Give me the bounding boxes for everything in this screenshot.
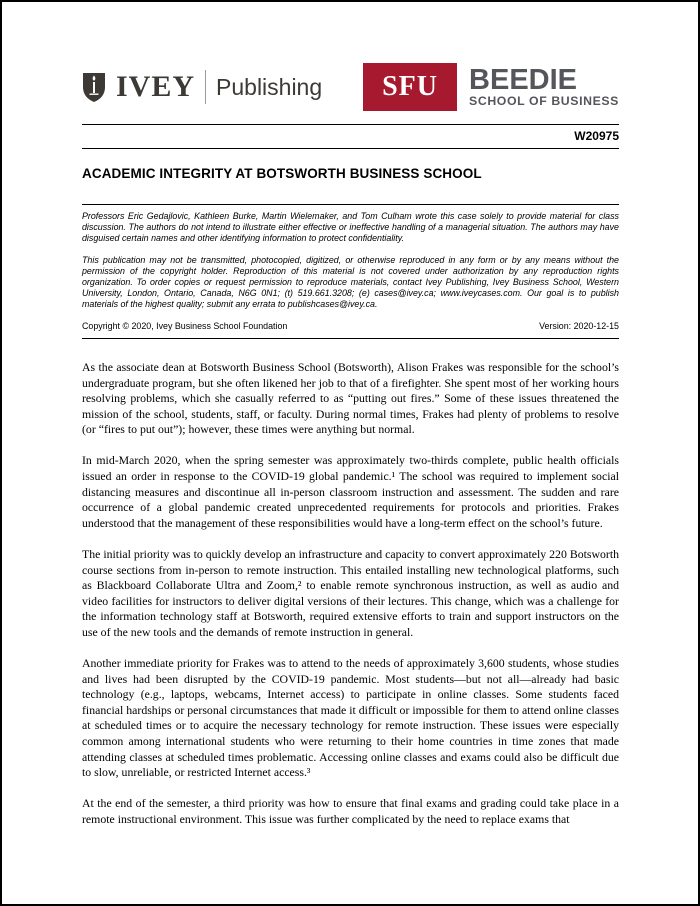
body-paragraph: In mid-March 2020, when the spring semester was approximately two-thirds complete, public health officials issued an order in response to the COVID-19 global pandemic.¹ The school was required to implement social distancing measures and discontinue all in-person classroom instruction and assessment. The sudden and rare occurrence of a global pandemic created unprecedented requirements for protocols and priorities. Frakes understood that the management of these responsibilities would have a long-term effect on the school’s future. [82,453,619,530]
logo-divider [205,70,206,104]
body-paragraph: Another immediate priority for Frakes was to attend to the needs of approximately 3,600 students, whose studies and lives had been disrupted by the COVID-19 pandemic. Most students—but not all—already had basic technology (e.g., laptops, webcams, Internet access) to participate in online classes. Some students faced financial hardships or personal circumstances that made it difficult or impossible for them to attend online classes at scheduled times or to acquire the necessary technology for remote instruction. These issues were especially common among international students who were returning to their home countries in time zones that made attending classes at scheduled times problematic. Accessing online classes and exams could also be difficult due to slow, unreliable, or restricted Internet access.³ [82,656,619,780]
sfu-beedie-logo [363,63,619,111]
disclaimer-paragraph-2: This publication may not be transmitted, photocopied, digitized, or otherwise reproduced in any form or by any means without the permission of the copyright holder. Reproduction of this material is not covered under authorization by any reproduction rights organization. To order copies or request permission to reproduce materials, contact Ivey Publishing, Ivey Business School, Western University, London, Ontario, Canada, N6G 0N1; (t) 519.661.3208; (e) cases@ivey.ca; www.iveycases.com. Our goal is to publish materials of the highest quality; submit any errata to publishcases@ivey.ca. [82,255,619,309]
beedie-block [469,63,619,108]
sfu-red-box [363,63,457,111]
body-paragraph: The initial priority was to quickly develop an infrastructure and capacity to convert approximately 220 Botsworth course sections from in-person to remote instruction. This entailed installing new technological platforms, such as Blackboard Collaborate Ultra and Zoom,² to enable remote synchronous instruction, as well as audio and video facilities for instructors to deliver digital versions of their lectures. This change, which was a challenge for the information technology staff at Botsworth, required extensive efforts to train and support instructors on the use of the new tools and the demands of remote instruction in general. [82,546,619,639]
beedie-school-label: SCHOOL OF BUSINESS [469,93,619,108]
case-body [82,360,619,827]
ivey-shield-icon [82,72,106,103]
header-logos [82,60,619,114]
body-paragraph: As the associate dean at Botsworth Business School (Botsworth), Alison Frakes was responsible for the school’s undergraduate program, but she often likened her job to that of a firefighter. She spent most of her working hours resolving problems, which she casually referred to as “putting out fires.” Some of these issues threatened the mission of the school, students, staff, or faculty. During normal times, Frakes had plenty of problems to resolve (or “fires to put out”); however, these times were anything but normal. [82,360,619,437]
ivey-publishing-logo [82,70,322,104]
copyright-row [82,321,619,331]
ivey-wordmark: IVEY [116,70,196,103]
version-text: Version: 2020-12-15 [539,321,619,331]
copyright-text: Copyright © 2020, Ivey Business School Foundation [82,321,288,331]
body-paragraph: At the end of the semester, a third priority was how to ensure that final exams and grading could take place in a remote instructional environment. This issue was further complicated by the need to replace exams that [82,796,619,826]
disclaimer-bottom-rule [82,338,619,339]
page-title: ACADEMIC INTEGRITY AT BOTSWORTH BUSINESS SCHOOL [82,166,482,181]
case-number-rule [82,148,619,149]
case-number: W20975 [574,129,619,143]
beedie-wordmark: BEEDIE [469,63,578,96]
disclaimer-top-rule [82,204,619,205]
sfu-acronym: SFU [382,71,438,102]
ivey-publishing-label: Publishing [216,73,323,100]
disclaimer-paragraph-1: Professors Eric Gedajlovic, Kathleen Burke, Martin Wielemaker, and Tom Culham wrote this case solely to provide material for class discussion. The authors do not intend to illustrate either effective or ineffective handling of a managerial situation. The authors may have disguised certain names and other identifying information to protect confidentiality. [82,211,619,243]
